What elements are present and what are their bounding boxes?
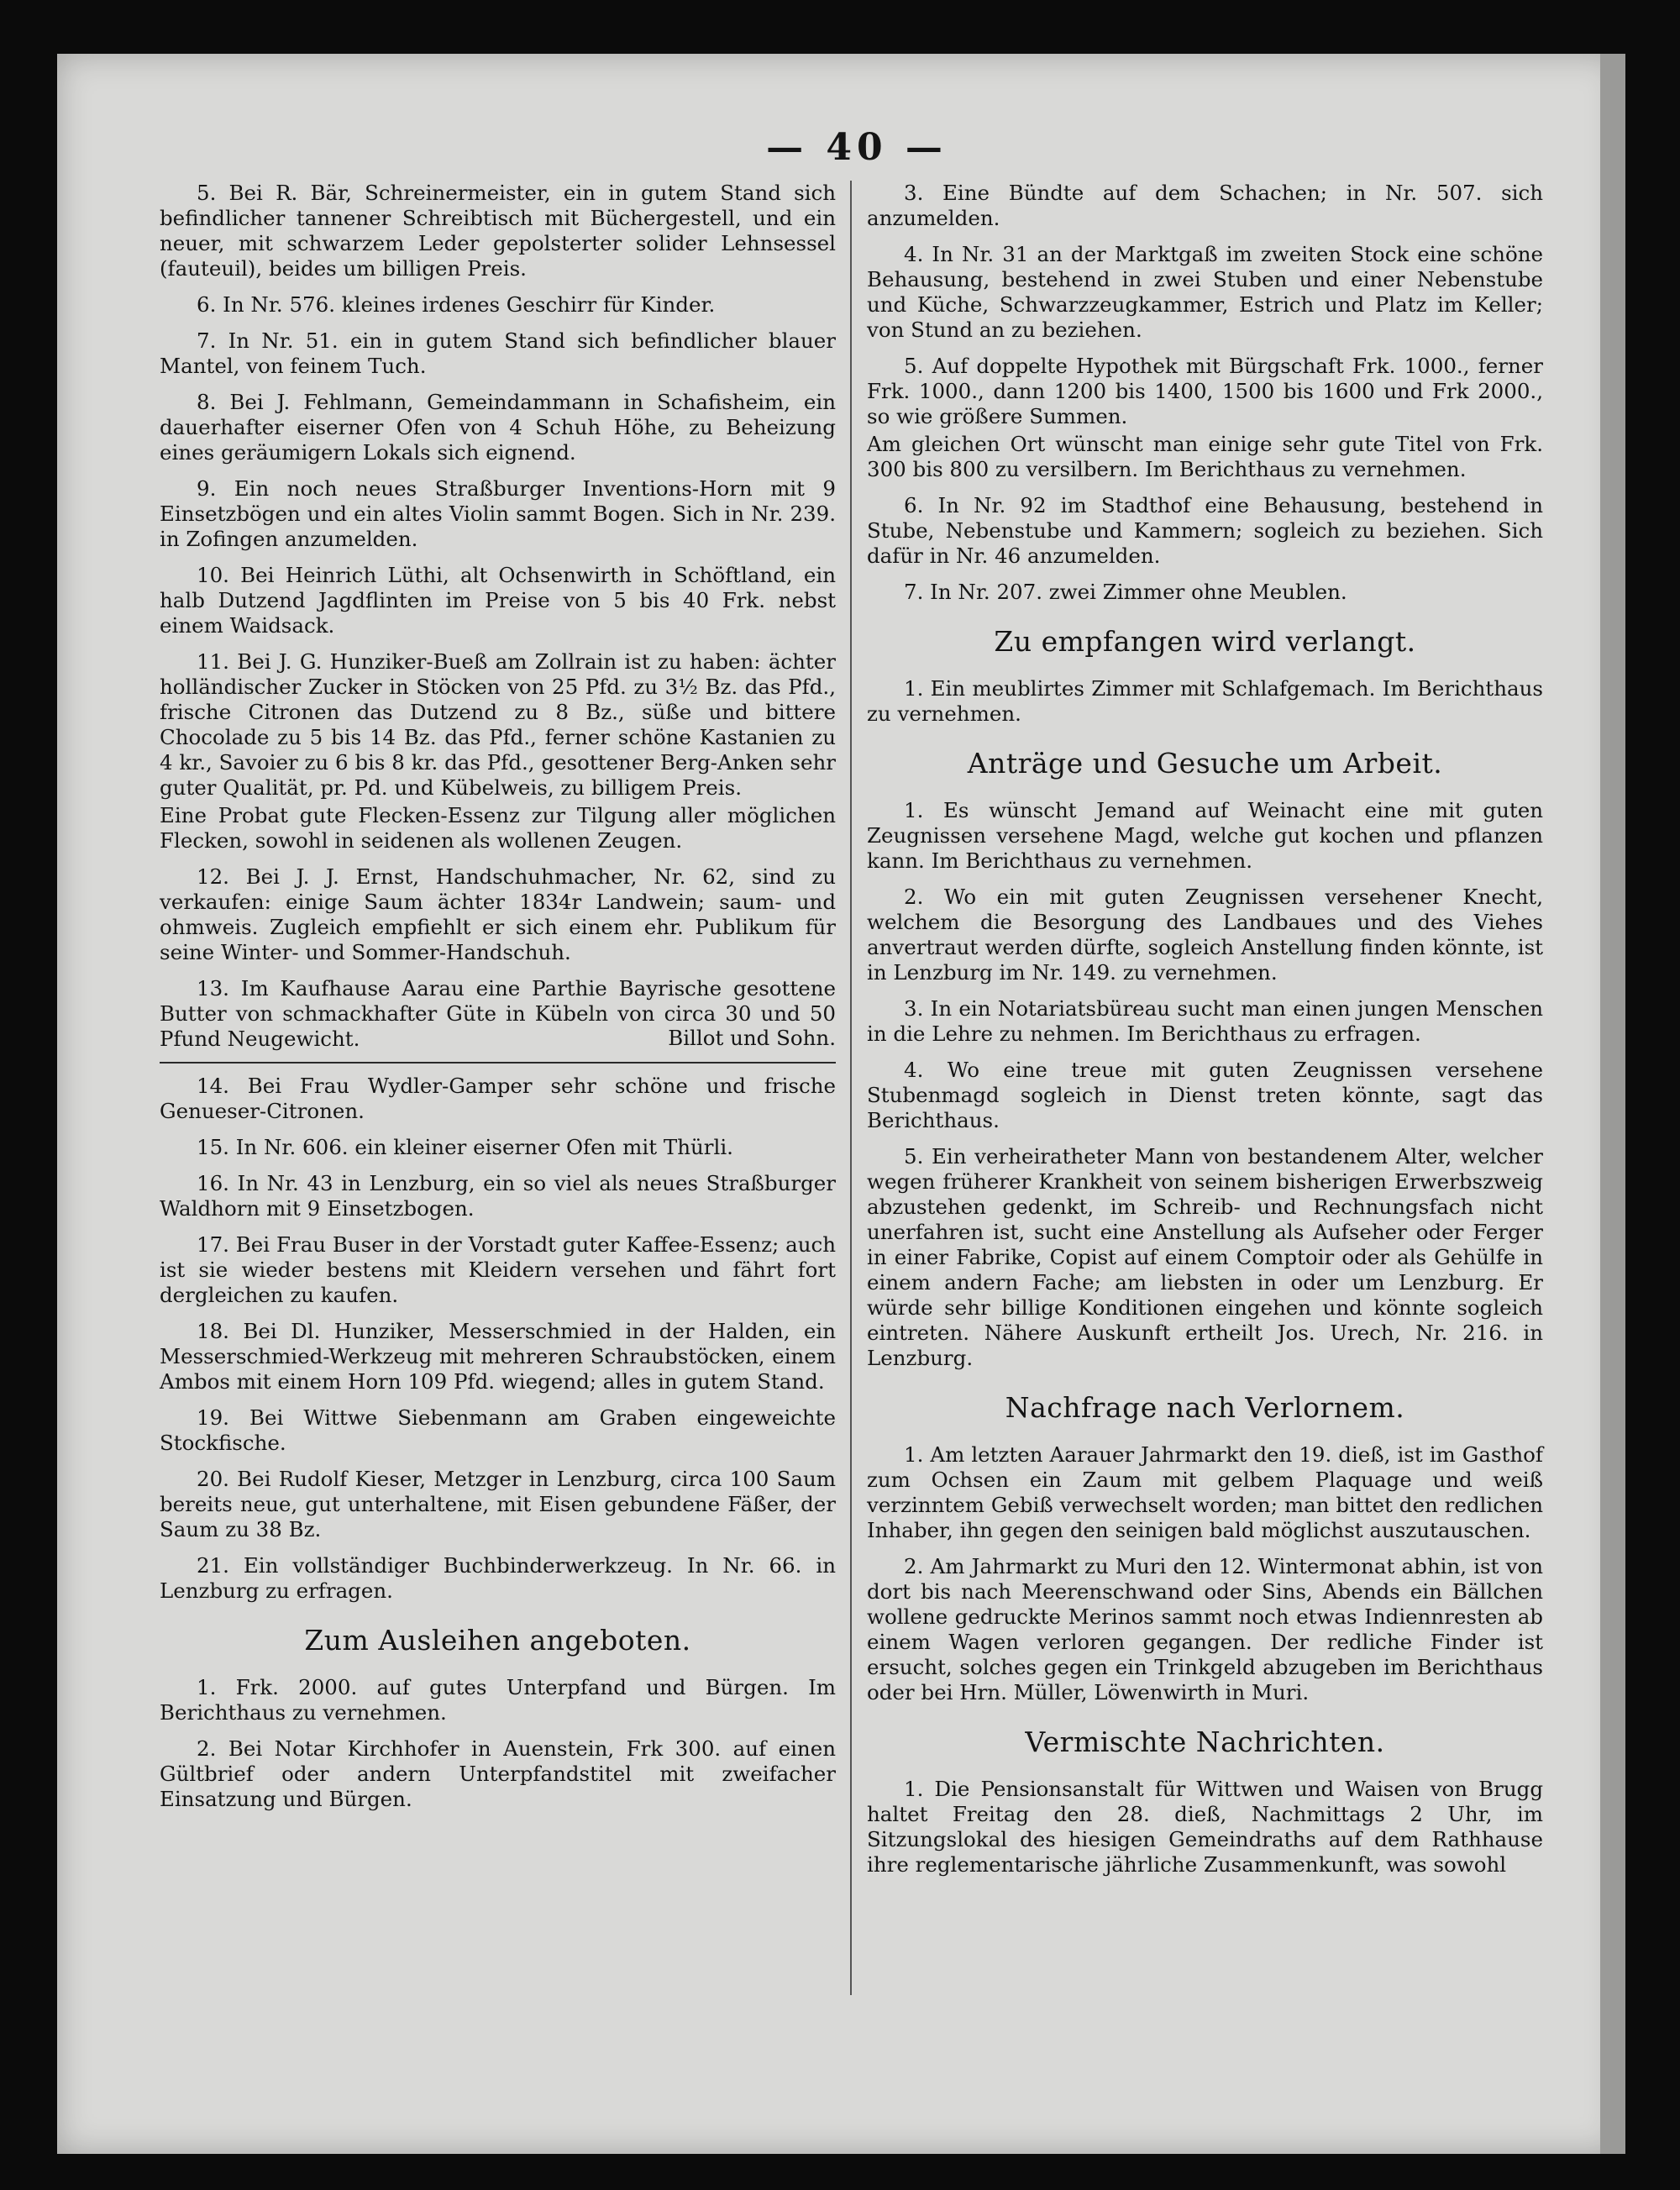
notice-entry: 1. Am letzten Aarauer Jahrmarkt den 19. dieß, ist im Gasthof zum Ochsen ein Zaum mit gelbem Plaquage und weiß verzinntem Gebiß verwechselt worden; man bittet den redlichen Inhaber, ihn gegen den seinigen bald möglichst auszutauschen. <box>867 1442 1543 1542</box>
notice-entry: 5. Auf doppelte Hypothek mit Bürgschaft Frk. 1000., ferner Frk. 1000., dann 1200 bis 1400, 1500 bis 1600 und Frk 2000., so wie größere Summen. <box>867 354 1543 428</box>
notice-entry: 8. Bei J. Fehlmann, Gemeindammann in Schafisheim, ein dauerhafter eiserner Ofen von 4 Schuh Höhe, zu Beheizung eines geräumigern Lokals sich eignend. <box>160 390 836 465</box>
notice-entry: 1. Die Pensionsanstalt für Wittwen und Waisen von Brugg haltet Freitag den 28. dieß, Nachmittags 2 Uhr, im Sitzungslokal des hiesigen Gemeindraths auf dem Rathhause ihre reglementarische jährliche Zusammenkunft, was sowohl <box>867 1777 1543 1877</box>
signature-line: Billot und Sohn. <box>668 1026 836 1050</box>
notice-entry: 1. Frk. 2000. auf gutes Unterpfand und Bürgen. Im Berichthaus zu vernehmen. <box>160 1675 836 1725</box>
notice-entry: 14. Bei Frau Wydler-Gamper sehr schöne und frische Genueser-Citronen. <box>160 1074 836 1123</box>
notice-entry: 1. Es wünscht Jemand auf Weinacht eine mit guten Zeugnissen versehene Magd, welche gut kochen und pflanzen kann. Im Berichthaus zu vernehmen. <box>867 798 1543 873</box>
notice-entry: 2. Wo ein mit guten Zeugnissen versehener Knecht, welchem die Besorgung des Landbaues und des Viehes anvertraut werden dürfte, sogleich Anstellung finden könnte, ist in Lenzburg im Nr. 149. zu vernehmen. <box>867 885 1543 985</box>
notice-entry: 2. Am Jahrmarkt zu Muri den 12. Wintermonat abhin, ist von dort bis nach Meerenschwand oder Sins, Abends ein Bällchen wollene gedruckte Merinos sammt noch etwas Indiennresten ab einem Wagen verloren gegangen. Der redliche Finder ist ersucht, solches gegen ein Trinkgeld abzugeben im Berichthaus oder bei Hrn. Müller, Löwenwirth in Muri. <box>867 1554 1543 1704</box>
notice-entry: 11. Bei J. G. Hunziker-Bueß am Zollrain ist zu haben: ächter holländischer Zucker in Stöcken von 25 Pfd. zu 3½ Bz. das Pfd., frische Citronen das Dutzend zu 8 Bz., süße und bittere Chocolade zu 5 bis 14 Bz. das Pfd., ferner schöne Kastanien zu 4 kr., Savoier zu 6 bis 8 kr. das Pfd., gesottener Berg-Anken sehr guter Qualität, pr. Pd. und Kübelweis, zu billigem Preis. <box>160 649 836 800</box>
notice-entry: 6. In Nr. 576. kleines irdenes Geschirr für Kinder. <box>197 292 716 317</box>
notice-entry: 13. Im Kaufhause Aarau eine Parthie Bayrische gesottene Butter von schmackhafter Güte in Kübeln von circa 30 und 50 Pfund Neugewicht. <box>160 976 836 1051</box>
notice-entry: 3. Eine Bündte auf dem Schachen; in Nr. 507. sich anzumelden. <box>867 181 1543 230</box>
notice-entry: 3. In ein Notariatsbüreau sucht man einen jungen Menschen in die Lehre zu nehmen. Im Berichthaus zu erfragen. <box>867 996 1543 1046</box>
notice-entry: 6. In Nr. 92 im Stadthof eine Behausung, bestehend in Stube, Nebenstube und Kammern; sogleich zu beziehen. Sich dafür in Nr. 46 anzumelden. <box>867 493 1543 568</box>
notice-entry: 7. In Nr. 51. ein in gutem Stand sich befindlicher blauer Mantel, von feinem Tuch. <box>160 328 836 378</box>
notice-entry: 10. Bei Heinrich Lüthi, alt Ochsenwirth in Schöftland, ein halb Dutzend Jagdflinten im Preise von 5 bis 40 Frk. nebst einem Waidsack. <box>160 563 836 638</box>
notice-entry: 20. Bei Rudolf Kieser, Metzger in Lenzburg, circa 100 Saum bereits neue, gut unterhaltene, mit Eisen gebundene Fäßer, der Saum zu 38 Bz. <box>160 1467 836 1541</box>
section-heading: Anträge und Gesuche um Arbeit. <box>967 747 1443 780</box>
column-divider <box>850 181 852 1995</box>
notice-entry: 2. Bei Notar Kirchhofer in Auenstein, Frk 300. auf einen Gültbrief oder andern Unterpfandstitel mit zweifacher Einsatzung und Bürgen. <box>160 1736 836 1811</box>
notice-entry: Eine Probat gute Flecken-Essenz zur Tilgung aller möglichen Flecken, sowohl in seidenen als wollenen Zeugen. <box>160 803 836 853</box>
left-column <box>160 181 836 1823</box>
notice-entry: 7. In Nr. 207. zwei Zimmer ohne Meublen. <box>904 580 1347 604</box>
notice-entry: 5. Bei R. Bär, Schreinermeister, ein in gutem Stand sich befindlicher tannener Schreibtisch mit Büchergestell, und ein neuer, mit schwarzem Leder gepolsterter solider Lehnsessel (fauteuil), beides um billigen Preis. <box>160 181 836 281</box>
notice-entry: 4. In Nr. 31 an der Marktgaß im zweiten Stock eine schöne Behausung, bestehend in zwei Stuben und einer Nebenstube und Küche, Schwarzzeugkammer, Estrich und Platz im Keller; von Stund an zu beziehen. <box>867 242 1543 342</box>
notice-entry: 19. Bei Wittwe Siebenmann am Graben eingeweichte Stockfische. <box>160 1405 836 1455</box>
notice-entry: 4. Wo eine treue mit guten Zeugnissen versehene Stubenmagd sogleich in Dienst treten könnte, sagt das Berichthaus. <box>867 1058 1543 1132</box>
divider-rule <box>160 1062 836 1063</box>
notice-entry: 16. In Nr. 43 in Lenzburg, ein so viel als neues Straßburger Waldhorn mit 9 Einsetzbogen. <box>160 1171 836 1221</box>
notice-entry: 1. Ein meublirtes Zimmer mit Schlafgemach. Im Berichthaus zu vernehmen. <box>867 676 1543 726</box>
section-heading: Zu empfangen wird verlangt. <box>994 625 1416 658</box>
notice-entry: 18. Bei Dl. Hunziker, Messerschmied in der Halden, ein Messerschmied-Werkzeug mit mehreren Schraubstöcken, einem Ambos mit einem Horn 109 Pfd. wiegend; alles in gutem Stand. <box>160 1319 836 1394</box>
page-edge <box>1600 54 1625 2154</box>
section-heading: Nachfrage nach Verlornem. <box>1005 1391 1405 1424</box>
notice-entry: 17. Bei Frau Buser in der Vorstadt guter Kaffee-Essenz; auch ist sie wieder bestens mit Kleidern versehen und fährt fort dergleichen zu kaufen. <box>160 1232 836 1307</box>
section-heading: Zum Ausleihen angeboten. <box>304 1624 691 1657</box>
notice-entry: 15. In Nr. 606. ein kleiner eiserner Ofen mit Thürli. <box>197 1135 733 1159</box>
right-column <box>867 181 1543 1888</box>
notice-entry: 9. Ein noch neues Straßburger Inventions-Horn mit 9 Einsetzbögen und ein altes Violin sammt Bogen. Sich in Nr. 239. in Zofingen anzumelden. <box>160 476 836 551</box>
page-number: — 40 — <box>766 126 948 169</box>
notice-entry: Am gleichen Ort wünscht man einige sehr gute Titel von Frk. 300 bis 800 zu versilbern. Im Berichthaus zu vernehmen. <box>867 432 1543 481</box>
notice-entry: 5. Ein verheiratheter Mann von bestandenem Alter, welcher wegen früherer Krankheit von seinem bisherigen Erwerbszweig abzustehen gedenkt, im Schreib- und Rechnungsfach nicht unerfahren ist, sucht eine Anstellung als Aufseher oder Ferger in einer Fabrike, Copist auf einem Comptoir oder als Gehülfe in einem andern Fache; am liebsten in oder um Lenzburg. Er würde sehr billige Konditionen eingehen und könnte sogleich eintreten. Nähere Auskunft ertheilt Jos. Urech, Nr. 216. in Lenzburg. <box>867 1144 1543 1370</box>
notice-entry: 21. Ein vollständiger Buchbinderwerkzeug. In Nr. 66. in Lenzburg zu erfragen. <box>160 1553 836 1603</box>
section-heading: Vermischte Nachrichten. <box>1025 1725 1385 1758</box>
notice-entry: 12. Bei J. J. Ernst, Handschuhmacher, Nr. 62, sind zu verkaufen: einige Saum ächter 1834r Landwein; saum- und ohmweis. Zugleich empfiehlt er sich einem ehr. Publikum für seine Winter- und Sommer-Handschuh. <box>160 864 836 964</box>
